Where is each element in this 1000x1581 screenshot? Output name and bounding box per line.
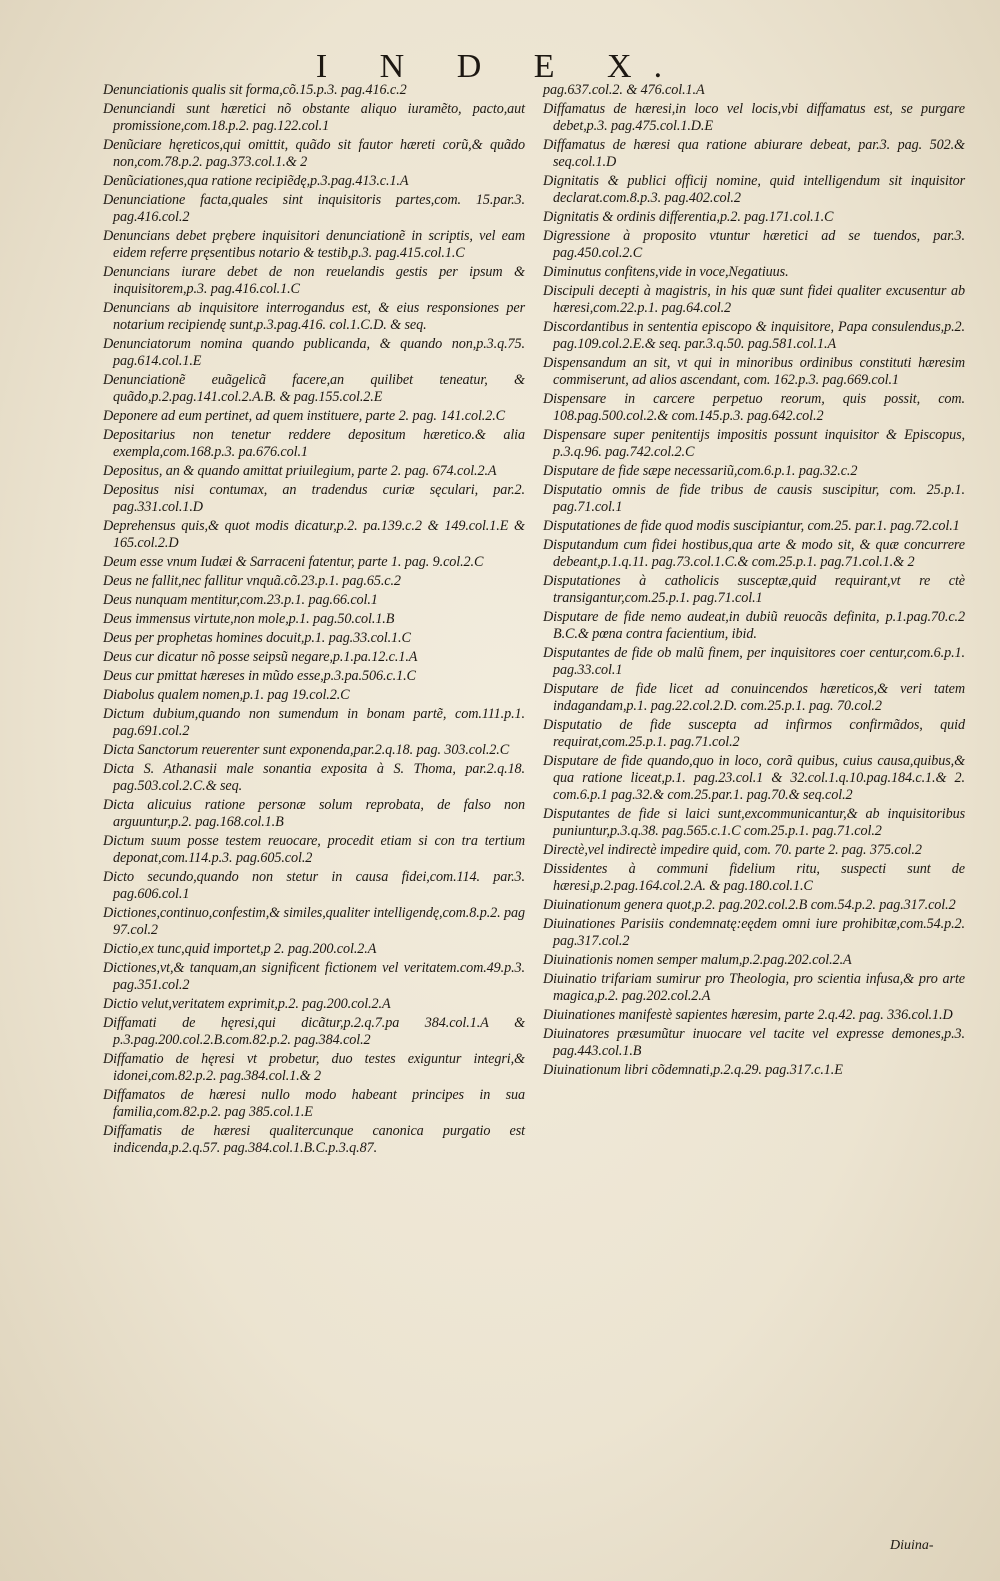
index-entry: Dignitatis & ordinis differentia,p.2. pag.171.col.1.C <box>543 209 834 225</box>
index-entry: Denuncians ab inquisitore interrogandus est, & eius responsiones per notarium recipiendę sunt,p.3.pag.416. col.1.C.D. & seq. <box>103 300 525 333</box>
index-entry: Denunciandi sunt hæretici nõ obstante aliquo iuramẽto, pacto,aut promissione,com.18.p.2. pag.122.col.1 <box>103 101 525 134</box>
index-entry: Diffamati de hęresi,qui dicãtur,p.2.q.7.pa 384.col.1.A & p.3.pag.200.col.2.B.com.82.p.2. pag.384.col.2 <box>103 1015 525 1048</box>
index-entry: Denũciationes,qua ratione recipiẽdę,p.3.pag.413.c.1.A <box>103 173 409 189</box>
index-entry: Dictiones,continuo,confestim,& similes,qualiter intelligendę,com.8.p.2. pag 97.col.2 <box>103 905 526 938</box>
index-entry: Dispensare super penitentijs impositis possunt inquisitor & Episcopus, p.3.q.96. pag.742.col.2.C <box>543 427 965 460</box>
index-entry: Discipuli decepti à magistris, in his quæ sunt fidei qualiter excusentur ab hæresi,com.22.p.1. pag.64.col.2 <box>543 283 965 316</box>
index-entry: Dictum dubium,quando non sumendum in bonam partẽ, com.111.p.1. pag.691.col.2 <box>103 706 525 739</box>
index-entry: Dictum suum posse testem reuocare, procedit etiam si con tra tertium deponat,com.114.p.3. pag.605.col.2 <box>103 833 525 866</box>
index-entry: Deus immensus virtute,non mole,p.1. pag.50.col.1.B <box>103 611 395 627</box>
index-entry: Diffamatis de hæresi qualitercunque canonica purgatio est indicenda,p.2.q.57. pag.384.col.1.B.C.p.3.q.87. <box>103 1123 525 1156</box>
index-entry: Denuncians debet prębere inquisitori denunciationẽ in scriptis, vel eam eidem referre pręsentibus notario & testib,p.3. pag.415.col.1.C <box>103 228 525 261</box>
index-entry: Dictio,ex tunc,quid importet,p 2. pag.200.col.2.A <box>103 941 377 957</box>
index-entry: Denunciatione facta,quales sint inquisitoris partes,com. 15.par.3. pag.416.col.2 <box>103 192 525 225</box>
index-entry: Depositus, an & quando amittat priuilegium, parte 2. pag. 674.col.2.A <box>103 463 497 479</box>
index-entry: Directè,vel indirectè impedire quid, com. 70. parte 2. pag. 375.col.2 <box>543 842 922 858</box>
index-entry: Denunciationis qualis sit forma,cõ.15.p.3. pag.416.c.2 <box>103 82 407 98</box>
index-entry: Deus cur dicatur nõ posse seipsũ negare,p.1.pa.12.c.1.A <box>103 649 418 665</box>
index-entry: Dicto secundo,quando non stetur in causa fidei,com.114. par.3. pag.606.col.1 <box>103 869 525 902</box>
index-entry: Deus per prophetas homines docuit,p.1. pag.33.col.1.C <box>103 630 411 646</box>
index-entry: Dictiones,vt,& tanquam,an significent fictionem vel veritatem.com.49.p.3. pag.351.col.2 <box>103 960 525 993</box>
index-entry: Disputatio omnis de fide tribus de causis suscipitur, com. 25.p.1. pag.71.col.1 <box>543 482 965 515</box>
index-entry: Deus cur pmittat hæreses in mũdo esse,p.3.pa.506.c.1.C <box>103 668 416 684</box>
index-entry: Denunciatorum nomina quando publicanda, & quando non,p.3.q.75. pag.614.col.1.E <box>103 336 525 369</box>
index-column-left <box>103 82 525 1159</box>
index-entry: Disputare de fide quando,quo in loco, corã quibus, cuius causa,quibus,& qua ratione liceat,p.1. pag.23.col.1 & 32.col.1.q.10.pag.184.c.1.& 2. com.6.p.1 pag.32.& com.25.par.1. pag.70.& seq.col.2 <box>543 753 965 803</box>
index-entry: Dispensandum an sit, vt qui in minoribus ordinibus constituti hæresim commiserunt, ad alios ascendant, com. 162.p.3. pag.669.col.1 <box>543 355 965 388</box>
index-entry: Denũciare hęreticos,qui omittit, quãdo sit fautor hæreti corũ,& quãdo non,com.78.p.2. pag.373.col.1.& 2 <box>103 137 525 170</box>
index-column-right <box>543 82 965 1081</box>
page-title: I N D E X. <box>315 48 685 85</box>
index-entry: Disputantes de fide si laici sunt,excommunicantur,& ab inquisitoribus puniuntur,p.3.q.38. pag.565.c.1.C com.25.p.1. pag.71.col.2 <box>543 806 965 839</box>
index-entry: Dissidentes à communi fidelium ritu, suspecti sunt de hæresi,p.2.pag.164.col.2.A. & pag.180.col.1.C <box>543 861 965 894</box>
index-entry: Depositus nisi contumax, an tradendus curiæ sęculari, par.2. pag.331.col.1.D <box>103 482 525 515</box>
index-entry: Disputatio de fide suscepta ad infirmos confirmãdos, quid requirat,com.25.p.1. pag.71.col.2 <box>543 717 965 750</box>
index-entry: Diuinationis nomen semper malum,p.2.pag.202.col.2.A <box>543 952 852 968</box>
index-entry: Disputantes de fide ob malũ finem, per inquisitores coer centur,com.6.p.1. pag.33.col.1 <box>543 645 965 678</box>
index-entry: Diuinationum libri cõdemnati,p.2.q.29. pag.317.c.1.E <box>543 1062 843 1078</box>
index-entry: Deponere ad eum pertinet, ad quem instituere, parte 2. pag. 141.col.2.C <box>103 408 506 424</box>
index-entry: Dignitatis & publici officij nomine, quid intelligendum sit inquisitor declarat.com.8.p.3. pag.402.col.2 <box>543 173 965 206</box>
index-entry: Diuinationes Parisiis condemnatę:eędem omni iure prohibitæ,com.54.p.2. pag.317.col.2 <box>543 916 965 949</box>
index-entry: Deus ne fallit,nec fallitur vnquã.cõ.23.p.1. pag.65.c.2 <box>103 573 401 589</box>
index-entry: Disputare de fide nemo audeat,in dubiũ reuocãs definita, p.1.pag.70.c.2 B.C.& pœna contra facientium, ibid. <box>543 609 965 642</box>
index-entry: Depositarius non tenetur reddere depositum hæretico.& alia exempla,com.168.p.3. pa.676.col.1 <box>103 427 525 460</box>
index-entry: Deus nunquam mentitur,com.23.p.1. pag.66.col.1 <box>103 592 378 608</box>
catchword: Diuina- <box>890 1538 934 1553</box>
index-entry: Discordantibus in sententia episcopo & inquisitore, Papa consulendus,p.2. pag.109.col.2.E.& seq. par.3.q.50. pag.581.col.1.A <box>543 319 965 352</box>
index-entry: Diffamatus de hæresi qua ratione abiurare debeat, par.3. pag. 502.& seq.col.1.D <box>543 137 965 170</box>
index-entry: Disputare de fide licet ad conuincendos hæreticos,& veri tatem indagandam,p.1. pag.22.col.2.D. com.25.p.1. pag. 70.col.2 <box>543 681 965 714</box>
index-entry: Dicta Sanctorum reuerenter sunt exponenda,par.2.q.18. pag. 303.col.2.C <box>103 742 510 758</box>
index-entry: Deum esse vnum Iudæi & Sarraceni fatentur, parte 1. pag. 9.col.2.C <box>103 554 484 570</box>
index-entry: Denunciationẽ euãgelicã facere,an quilibet teneatur, & quãdo,p.2.pag.141.col.2.A.B. & pag.155.col.2.E <box>103 372 525 405</box>
index-entry: Dicta alicuius ratione personæ solum reprobata, de falso non arguuntur,p.2. pag.168.col.1.B <box>103 797 525 830</box>
index-entry: pag.637.col.2. & 476.col.1.A <box>543 82 705 98</box>
index-entry: Dictio velut,veritatem exprimit,p.2. pag.200.col.2.A <box>103 996 391 1012</box>
index-entry: Disputationes de fide quod modis suscipiantur, com.25. par.1. pag.72.col.1 <box>543 518 960 534</box>
index-entry: Diuinationes manifestè sapientes hæresim, parte 2.q.42. pag. 336.col.1.D <box>543 1007 953 1023</box>
index-entry: Dicta S. Athanasii male sonantia exposita à S. Thoma, par.2.q.18. pag.503.col.2.C.& seq. <box>103 761 525 794</box>
index-entry: Disputationes à catholicis susceptæ,quid requirant,vt re ctè transigantur,com.25.p.1. pag.71.col.1 <box>543 573 965 606</box>
index-entry: Disputare de fide sæpe necessariũ,com.6.p.1. pag.32.c.2 <box>543 463 858 479</box>
index-entry: Diabolus qualem nomen,p.1. pag 19.col.2.C <box>103 687 350 703</box>
index-entry: Digressione à proposito vtuntur hæretici ad se tuendos, par.3. pag.450.col.2.C <box>543 228 965 261</box>
index-entry: Diminutus confitens,vide in voce,Negatiuus. <box>543 264 789 280</box>
index-entry: Diuinationum genera quot,p.2. pag.202.col.2.B com.54.p.2. pag.317.col.2 <box>543 897 956 913</box>
index-entry: Diuinatio trifariam sumirur pro Theologia, pro scientia infusa,& pro arte magica,p.2. pag.202.col.2.A <box>543 971 965 1004</box>
index-entry: Deprehensus quis,& quot modis dicatur,p.2. pa.139.c.2 & 149.col.1.E & 165.col.2.D <box>103 518 525 551</box>
index-entry: Disputandum cum fidei hostibus,qua arte & modo sit, & quæ concurrere debeant,p.1.q.11. pag.73.col.1.C.& com.25.p.1. pag.71.col.1.& 2 <box>543 537 965 570</box>
index-entry: Diffamatos de hæresi nullo modo habeant principes in sua familia,com.82.p.2. pag 385.col.1.E <box>103 1087 525 1120</box>
index-entry: Diffamatus de hæresi,in loco vel locis,vbi diffamatus est, se purgare debet,p.3. pag.475.col.1.D.E <box>543 101 965 134</box>
index-entry: Dispensare in carcere perpetuo reorum, quis possit, com. 108.pag.500.col.2.& com.145.p.3. pag.642.col.2 <box>543 391 965 424</box>
index-entry: Diuinatores præsumũtur inuocare vel tacite vel expresse demones,p.3. pag.443.col.1.B <box>543 1026 965 1059</box>
index-entry: Diffamatio de hęresi vt probetur, duo testes exiguntur integri,& idonei,com.82.p.2. pag.384.col.1.& 2 <box>103 1051 525 1084</box>
index-entry: Denuncians iurare debet de non reuelandis gestis per ipsum & inquisitorem,p.3. pag.416.col.1.C <box>103 264 525 297</box>
